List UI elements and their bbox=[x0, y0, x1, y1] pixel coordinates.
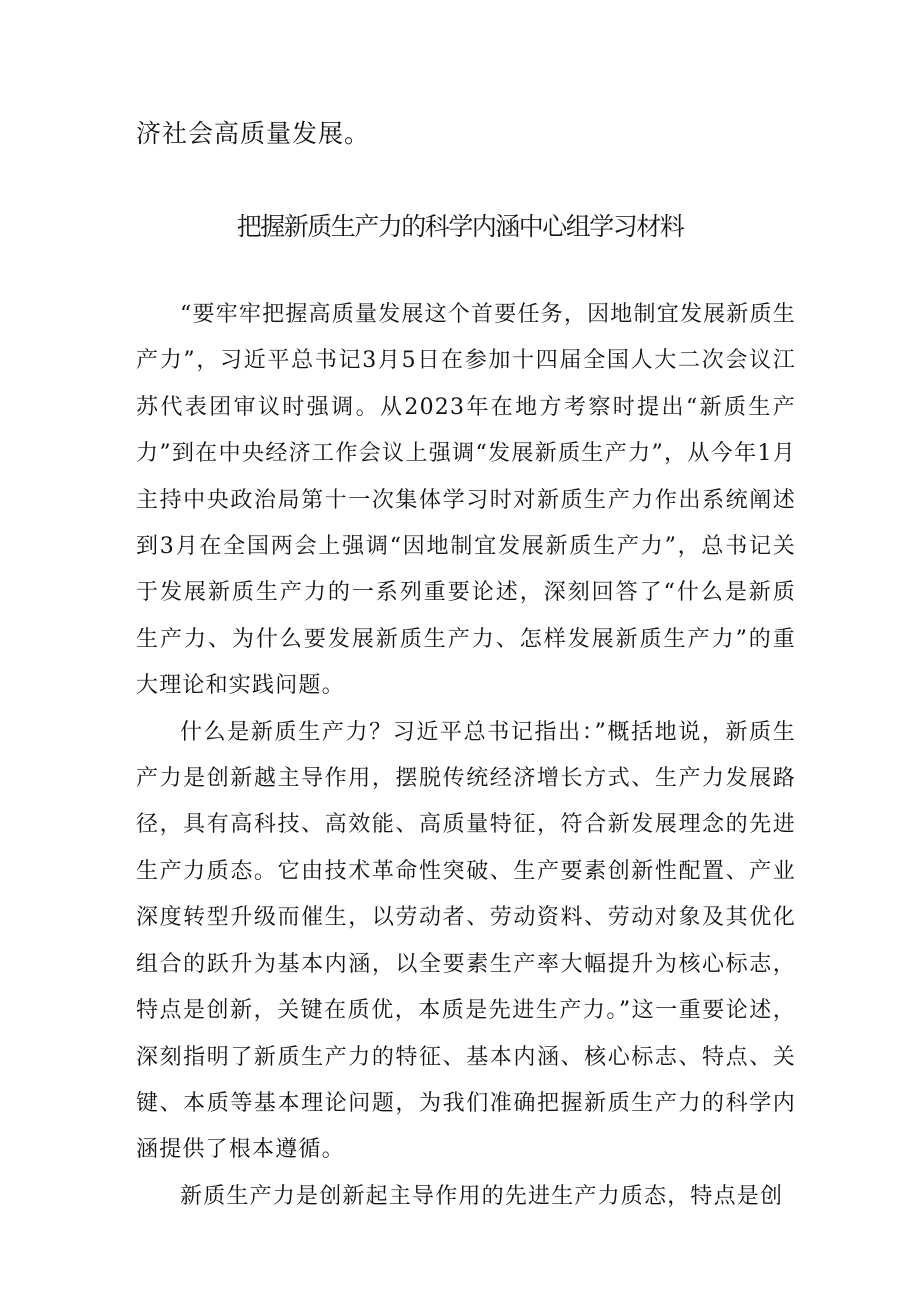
document-title: 把握新质生产力的科学内涵中心组学习材料 bbox=[236, 212, 684, 241]
body-paragraph: 什么是新质生产力？习近平总书记指出：”概括地说，新质生产力是创新越主导作用，摆脱传统经济增长方式、生产力发展路径，具有高科技、高效能、高质量特征，符合新发展理念的先进生产力质态。它由技术革命性突破、生产要素创新性配置、产业深度转型升级而催生，以劳动者、劳动资料、劳动对象及其优化组合的跃升为基本内涵，以全要素生产率大幅提升为核心标志，特点是创新，关键在质优，本质是先进生产力。”这一重要论述，深刻指明了新质生产力的特征、基本内涵、核心标志、特点、关键、本质等基本理论问题，为我们准确把握新质生产力的科学内涵提供了根本遵循。 bbox=[136, 719, 796, 1163]
body-paragraph: 新质生产力是创新起主导作用的先进生产力质态，特点是创 bbox=[180, 1183, 784, 1209]
body-paragraph: “要牢牢把握高质量发展这个首要任务，因地制宜发展新质生产力”，习近平总书记3月5日在参加十四届全国人大二次会议江苏代表团审议时强调。从2023年在地方考察时提出“新质生产力”到在中央经济工作会议上强调“发展新质生产力”，从今年1月主持中央政治局第十一次集体学习时对新质生产力作出系统阐述到3月在全国两会上强调“因地制宜发展新质生产力”，总书记关于发展新质生产力的一系列重要论述，深刻回答了“什么是新质生产力、为什么要发展新质生产力、怎样发展新质生产力”的重大理论和实践问题。 bbox=[136, 302, 796, 699]
continued-text-line: 济社会高质量发展。 bbox=[136, 119, 371, 148]
document-body bbox=[136, 292, 796, 1220]
